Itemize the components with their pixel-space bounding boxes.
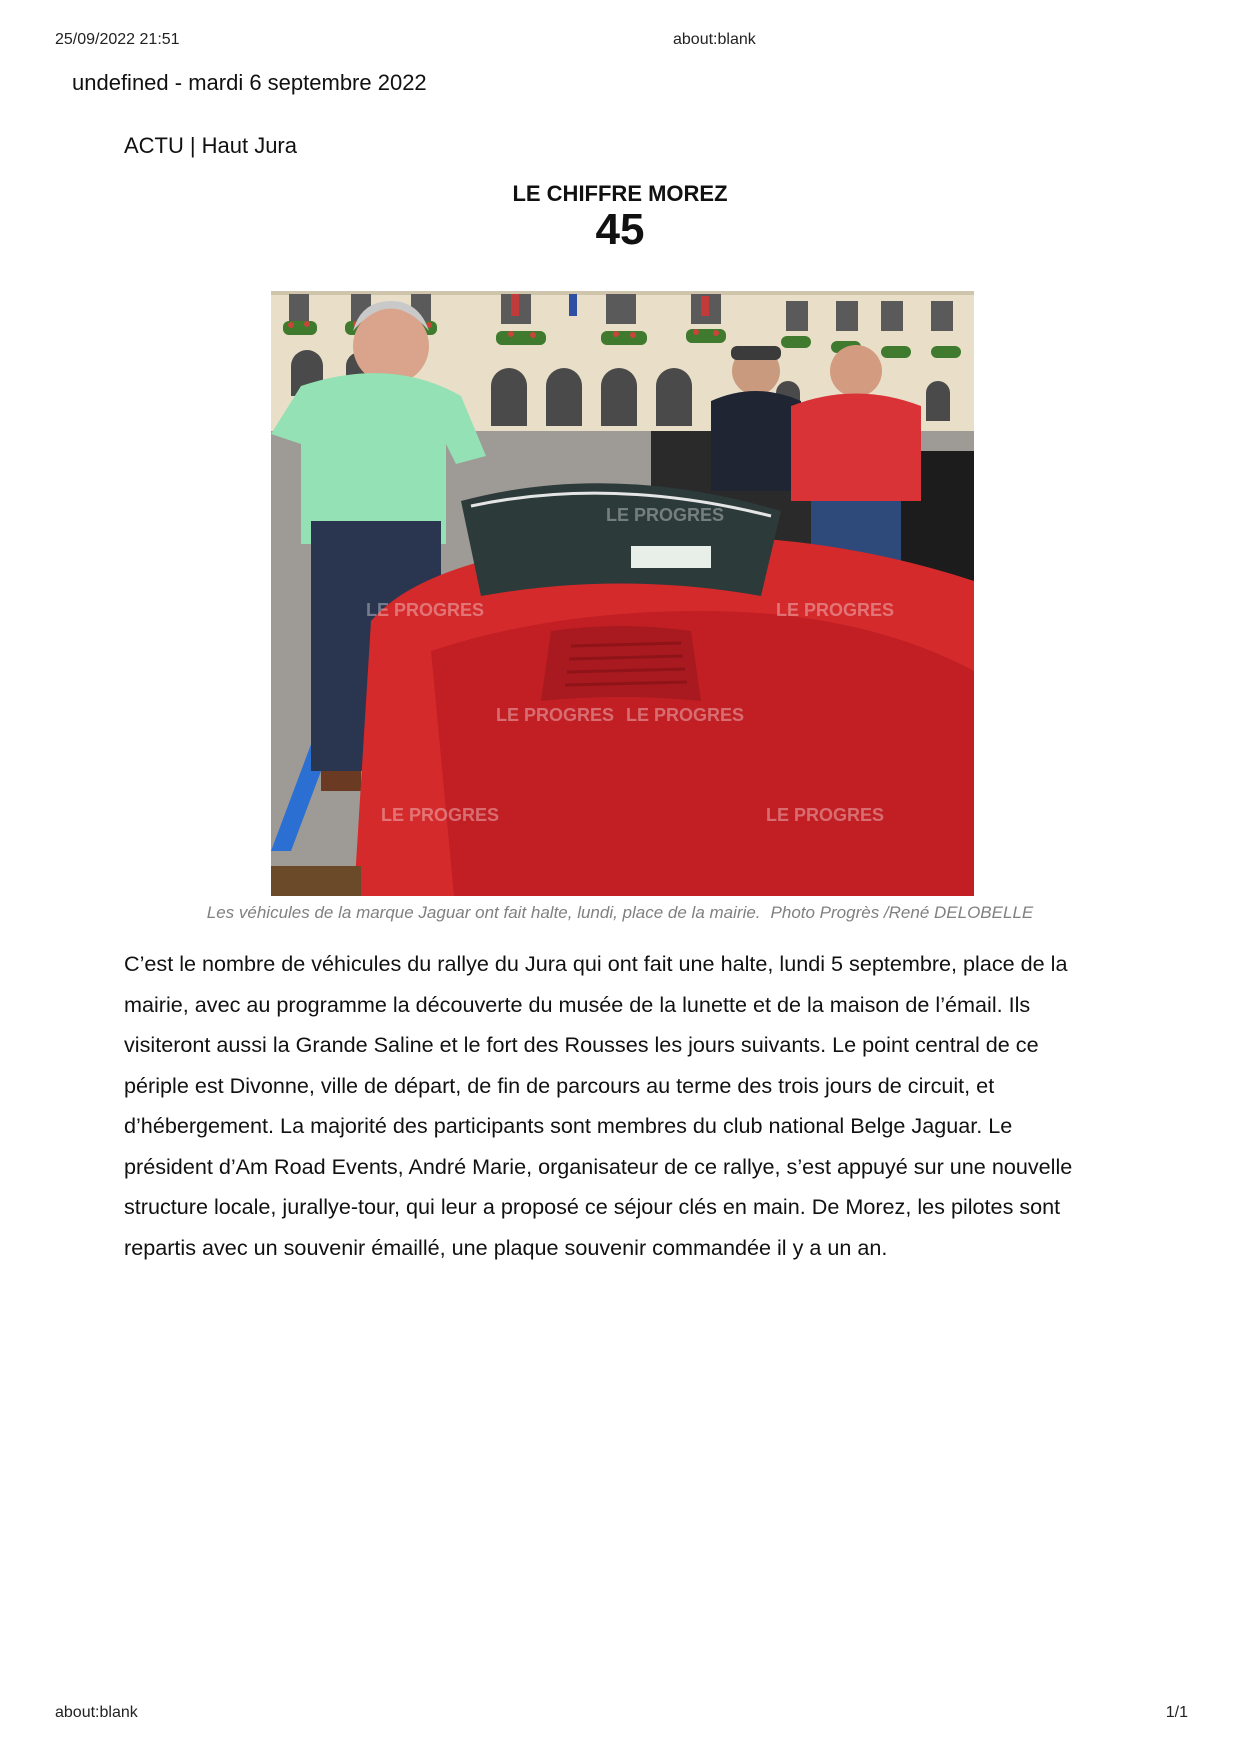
- svg-text:LE PROGRES: LE PROGRES: [766, 805, 885, 825]
- body-line: mairie, avec au programme la découverte du musée de la lunette et de la maison de l’émail. Ils: [124, 991, 1031, 1017]
- print-url-header: about:blank: [673, 31, 756, 48]
- article-kicker: LE CHIFFRE MOREZ: [512, 181, 728, 206]
- headline-number: 45: [595, 205, 645, 254]
- body-line: président d’Am Road Events, André Marie, organisateur de ce rallye, s’est appuyé sur une nouvelle: [124, 1153, 1073, 1179]
- rubric-separator: |: [189, 133, 196, 158]
- photo-credit: Photo Progrès /René DELOBELLE: [770, 903, 1034, 922]
- body-line: visiteront aussi la Grande Saline et le fort des Rousses les jours suivants. Le point central de ce: [124, 1032, 1039, 1057]
- svg-text:LE PROGRES: LE PROGRES: [496, 705, 615, 725]
- article-body: [124, 944, 1124, 1268]
- svg-text:LE PROGRES: LE PROGRES: [626, 705, 745, 725]
- source-date-line: undefined - mardi 6 septembre 2022: [72, 70, 427, 95]
- svg-text:LE PROGRES: LE PROGRES: [366, 600, 485, 620]
- rubric-region: Haut Jura: [201, 133, 297, 158]
- caption-text: Les véhicules de la marque Jaguar ont fait halte, lundi, place de la mairie.: [206, 903, 761, 922]
- body-line: structure locale, jurallye-tour, qui leur a proposé ce séjour clés en main. De Morez, les pilotes sont: [124, 1194, 1061, 1219]
- print-url-footer: about:blank: [55, 1704, 138, 1721]
- article-rubric: [124, 133, 297, 159]
- article-photo: [271, 291, 974, 896]
- svg-text:LE PROGRES: LE PROGRES: [776, 600, 895, 620]
- svg-text:LE PROGRES: LE PROGRES: [381, 805, 500, 825]
- print-page-number: 1/1: [1165, 1704, 1188, 1721]
- photo-caption: [0, 903, 1240, 923]
- body-line: périple est Divonne, ville de départ, de fin de parcours au terme des trois jours de circuit, et: [124, 1072, 995, 1098]
- body-line: d’hébergement. La majorité des participants sont membres du club national Belge Jaguar. Le: [124, 1113, 1013, 1138]
- body-line: C’est le nombre de véhicules du rallye du Jura qui ont fait une halte, lundi 5 septembre, place de la: [124, 951, 1068, 976]
- rubric-section: ACTU: [124, 133, 184, 158]
- svg-text:LE PROGRES: LE PROGRES: [606, 505, 725, 525]
- print-datetime: 25/09/2022 21:51: [55, 31, 180, 48]
- body-line: repartis avec un souvenir émaillé, une plaque souvenir commandée il y a un an.: [124, 1234, 888, 1260]
